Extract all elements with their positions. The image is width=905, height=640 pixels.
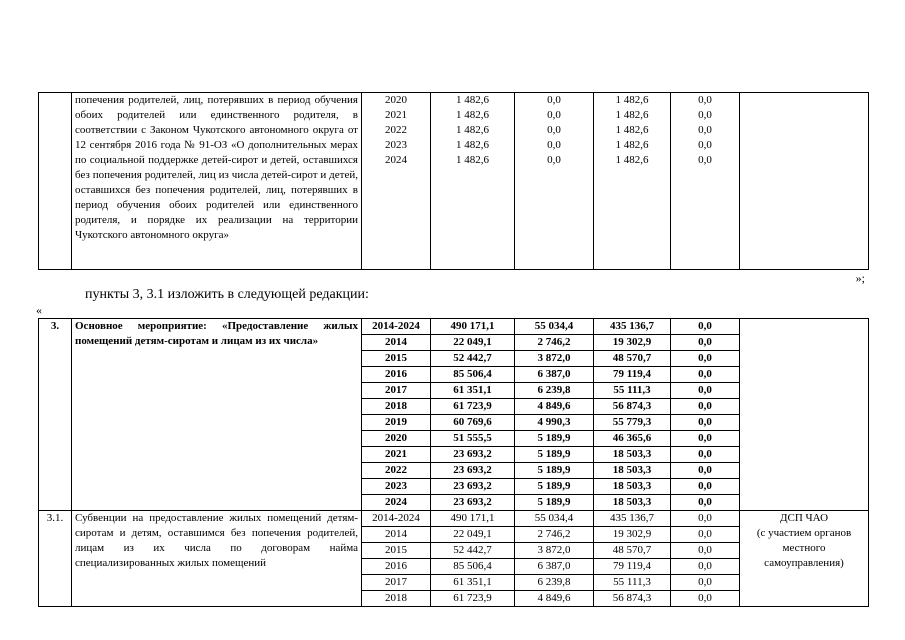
local-cell: 0,0 [671,351,740,367]
year-cell: 2021 [362,447,431,463]
top-total: 1 482,6 1 482,6 1 482,6 1 482,6 1 482,6 [431,93,515,270]
federal-cell: 2 746,2 [515,335,594,351]
year-cell: 2017 [362,383,431,399]
local-cell: 0,0 [671,399,740,415]
section31-executor: ДСП ЧАО (с участием органов местного самоуправления) [740,511,869,607]
federal-cell: 5 189,9 [515,479,594,495]
federal-cell: 3 872,0 [515,351,594,367]
section31-title: Субвенции на предоставление жилых помещений детям-сиротам и детям, оставшимся без попечения родителей, лицам из их числа по договорам найма специализированных жилых помещений [72,511,362,607]
regional-cell: 55 111,3 [594,383,671,399]
regional-cell: 18 503,3 [594,495,671,511]
total-cell: 23 693,2 [431,447,515,463]
total-cell: 490 171,1 [431,511,515,527]
regional-cell: 48 570,7 [594,351,671,367]
total-cell: 490 171,1 [431,319,515,335]
total-cell: 61 351,1 [431,575,515,591]
regional-cell: 19 302,9 [594,527,671,543]
total-cell: 61 723,9 [431,591,515,607]
year-cell: 2023 [362,479,431,495]
regional-cell: 56 874,3 [594,591,671,607]
local-cell: 0,0 [671,335,740,351]
federal-cell: 5 189,9 [515,495,594,511]
regional-cell: 56 874,3 [594,399,671,415]
total-cell: 60 769,6 [431,415,515,431]
local-cell: 0,0 [671,559,740,575]
federal-cell: 6 239,8 [515,575,594,591]
year-cell: 2014-2024 [362,319,431,335]
top-executor-cell [740,93,869,270]
regional-cell: 18 503,3 [594,463,671,479]
local-cell: 0,0 [671,591,740,607]
local-cell: 0,0 [671,463,740,479]
local-cell: 0,0 [671,415,740,431]
year-cell: 2020 [362,431,431,447]
opening-quote: « [36,303,42,317]
regional-cell: 19 302,9 [594,335,671,351]
total-cell: 23 693,2 [431,463,515,479]
regional-cell: 435 136,7 [594,319,671,335]
year-cell: 2014 [362,527,431,543]
regional-cell: 18 503,3 [594,479,671,495]
regional-cell: 46 365,6 [594,431,671,447]
top-local: 0,0 0,0 0,0 0,0 0,0 [671,93,740,270]
total-cell: 85 506,4 [431,367,515,383]
year-cell: 2014 [362,335,431,351]
local-cell: 0,0 [671,447,740,463]
federal-cell: 6 387,0 [515,367,594,383]
local-cell: 0,0 [671,495,740,511]
federal-cell: 55 034,4 [515,511,594,527]
year-cell: 2018 [362,399,431,415]
local-cell: 0,0 [671,367,740,383]
year-cell: 2016 [362,559,431,575]
section31-number: 3.1. [39,511,72,607]
regional-cell: 18 503,3 [594,447,671,463]
closing-quote: »; [855,271,865,285]
local-cell: 0,0 [671,575,740,591]
federal-cell: 55 034,4 [515,319,594,335]
total-cell: 22 049,1 [431,527,515,543]
top-description: попечения родителей, лиц, потерявших в период обучения обоих родителей или единственного родителя, в соответствии с Законом Чукотского автономного округа от 12 сентября 2016 года № 91-ОЗ «О дополнительных мерах по социальной поддержке детей-сирот и детей, оставшихся без попечения родителей, лиц из числа детей-сирот и детей, оставшихся без попечения родителей, лиц, потерявших в период обучения обоих родителей или единственного родителя, и порядке их реализации на территории Чукотского автономного округа» [72,93,362,270]
section3-executor [740,319,869,511]
year-cell: 2019 [362,415,431,431]
top-regional: 1 482,6 1 482,6 1 482,6 1 482,6 1 482,6 [594,93,671,270]
regional-cell: 48 570,7 [594,543,671,559]
year-cell: 2015 [362,543,431,559]
total-cell: 52 442,7 [431,543,515,559]
table-row [39,511,869,527]
total-cell: 61 351,1 [431,383,515,399]
year-cell: 2016 [362,367,431,383]
year-cell: 2022 [362,463,431,479]
federal-cell: 5 189,9 [515,463,594,479]
year-cell: 2014-2024 [362,511,431,527]
total-cell: 22 049,1 [431,335,515,351]
top-num-cell [39,93,72,270]
total-cell: 61 723,9 [431,399,515,415]
local-cell: 0,0 [671,431,740,447]
federal-cell: 4 990,3 [515,415,594,431]
total-cell: 23 693,2 [431,479,515,495]
year-cell: 2017 [362,575,431,591]
local-cell: 0,0 [671,527,740,543]
section3-number: 3. [39,319,72,511]
federal-cell: 5 189,9 [515,431,594,447]
regional-cell: 79 119,4 [594,367,671,383]
total-cell: 23 693,2 [431,495,515,511]
local-cell: 0,0 [671,383,740,399]
regional-cell: 55 779,3 [594,415,671,431]
federal-cell: 6 239,8 [515,383,594,399]
total-cell: 85 506,4 [431,559,515,575]
local-cell: 0,0 [671,543,740,559]
year-cell: 2015 [362,351,431,367]
local-cell: 0,0 [671,511,740,527]
top-years: 2020 2021 2022 2023 2024 [362,93,431,270]
year-cell: 2024 [362,495,431,511]
regional-cell: 435 136,7 [594,511,671,527]
federal-cell: 2 746,2 [515,527,594,543]
total-cell: 52 442,7 [431,351,515,367]
regional-cell: 79 119,4 [594,559,671,575]
federal-cell: 3 872,0 [515,543,594,559]
federal-cell: 6 387,0 [515,559,594,575]
federal-cell: 4 849,6 [515,591,594,607]
local-cell: 0,0 [671,479,740,495]
federal-cell: 5 189,9 [515,447,594,463]
sections-table [38,318,869,607]
section3-title: Основное мероприятие: «Предоставление жилых помещений детям-сиротам и лицам из их числа» [72,319,362,511]
federal-cell: 4 849,6 [515,399,594,415]
top-table [38,92,869,270]
amendment-heading: пункты 3, 3.1 изложить в следующей редакции: [85,287,369,302]
regional-cell: 55 111,3 [594,575,671,591]
table-row [39,319,869,335]
year-cell: 2018 [362,591,431,607]
local-cell: 0,0 [671,319,740,335]
top-federal: 0,0 0,0 0,0 0,0 0,0 [515,93,594,270]
total-cell: 51 555,5 [431,431,515,447]
